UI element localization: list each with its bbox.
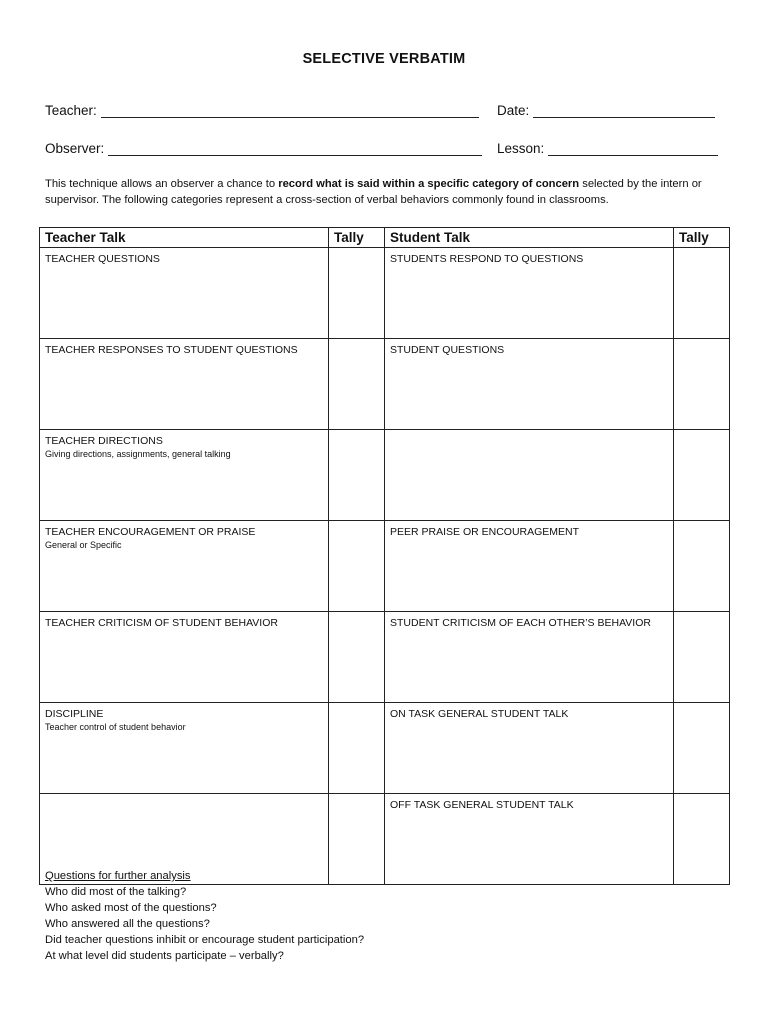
teacher-category-title: DISCIPLINE bbox=[45, 708, 104, 720]
questions-heading: Questions for further analysis bbox=[45, 870, 191, 882]
teacher-category-title: TEACHER RESPONSES TO STUDENT QUESTIONS bbox=[45, 344, 298, 356]
student-category-cell[interactable] bbox=[385, 612, 674, 703]
verbatim-table bbox=[39, 227, 730, 885]
header-tally-student: Tally bbox=[674, 228, 730, 248]
student-tally-cell[interactable] bbox=[674, 612, 730, 703]
teacher-label: Teacher: bbox=[45, 103, 97, 118]
lesson-label: Lesson: bbox=[497, 141, 545, 156]
analysis-questions bbox=[45, 868, 364, 964]
student-category-cell[interactable] bbox=[385, 339, 674, 430]
teacher-category-cell[interactable] bbox=[40, 248, 329, 339]
table-header-row bbox=[40, 228, 730, 248]
teacher-category-cell[interactable] bbox=[40, 339, 329, 430]
table-row bbox=[40, 612, 730, 703]
student-category-title: ON TASK GENERAL STUDENT TALK bbox=[390, 708, 569, 720]
teacher-tally-cell[interactable] bbox=[329, 521, 385, 612]
student-category-title: PEER PRAISE OR ENCOURAGEMENT bbox=[390, 526, 580, 538]
student-tally-cell[interactable] bbox=[674, 430, 730, 521]
intro-text-bold: record what is said within a specific category of concern bbox=[278, 178, 580, 190]
table-row bbox=[40, 430, 730, 521]
teacher-tally-cell[interactable] bbox=[329, 703, 385, 794]
lesson-field[interactable] bbox=[548, 141, 718, 156]
student-tally-cell[interactable] bbox=[674, 703, 730, 794]
date-field[interactable] bbox=[533, 103, 715, 118]
question-item: Who did most of the talking? bbox=[45, 886, 187, 898]
teacher-category-title: TEACHER QUESTIONS bbox=[45, 253, 160, 265]
teacher-category-cell[interactable] bbox=[40, 430, 329, 521]
teacher-tally-cell[interactable] bbox=[329, 430, 385, 521]
teacher-category-subtitle: Giving directions, assignments, general talking bbox=[45, 449, 231, 459]
teacher-category-title: TEACHER ENCOURAGEMENT OR PRAISE bbox=[45, 526, 256, 538]
teacher-category-title: TEACHER CRITICISM OF STUDENT BEHAVIOR bbox=[45, 617, 278, 629]
student-category-title: STUDENTS RESPOND TO QUESTIONS bbox=[390, 253, 584, 265]
header-tally-teacher: Tally bbox=[329, 228, 385, 248]
table-row bbox=[40, 703, 730, 794]
header-student-talk: Student Talk bbox=[385, 228, 674, 248]
student-category-title: OFF TASK GENERAL STUDENT TALK bbox=[390, 799, 574, 811]
header-teacher-talk: Teacher Talk bbox=[40, 228, 329, 248]
student-category-cell[interactable] bbox=[385, 521, 674, 612]
date-label: Date: bbox=[497, 103, 530, 118]
teacher-category-title: TEACHER DIRECTIONS bbox=[45, 435, 163, 447]
intro-text-1: This technique allows an observer a chance to bbox=[45, 178, 279, 190]
student-category-cell[interactable] bbox=[385, 794, 674, 885]
observer-field-row bbox=[45, 136, 482, 156]
student-tally-cell[interactable] bbox=[674, 248, 730, 339]
teacher-category-subtitle: General or Specific bbox=[45, 540, 122, 550]
observer-field[interactable] bbox=[108, 141, 482, 156]
question-item: Who answered all the questions? bbox=[45, 918, 210, 930]
lesson-field-row bbox=[497, 136, 718, 156]
teacher-category-cell[interactable] bbox=[40, 521, 329, 612]
student-category-title: STUDENT CRITICISM OF EACH OTHER’S BEHAVIOR bbox=[390, 617, 651, 629]
teacher-tally-cell[interactable] bbox=[329, 248, 385, 339]
page-title: SELECTIVE VERBATIM bbox=[302, 51, 466, 67]
student-tally-cell[interactable] bbox=[674, 339, 730, 430]
teacher-category-cell[interactable] bbox=[40, 703, 329, 794]
question-item: Who asked most of the questions? bbox=[45, 902, 217, 914]
intro-text-2: selected by the intern or supervisor. The following categories represent a cross-section of verbal behaviors commonly found in classrooms. bbox=[45, 178, 702, 206]
teacher-field[interactable] bbox=[101, 103, 479, 118]
teacher-field-row bbox=[45, 98, 479, 118]
date-field-row bbox=[497, 98, 715, 118]
teacher-category-cell[interactable] bbox=[40, 612, 329, 703]
table-row bbox=[40, 339, 730, 430]
student-category-cell[interactable] bbox=[385, 430, 674, 521]
student-tally-cell[interactable] bbox=[674, 794, 730, 885]
student-category-cell[interactable] bbox=[385, 703, 674, 794]
table-row bbox=[40, 521, 730, 612]
student-category-title: STUDENT QUESTIONS bbox=[390, 344, 505, 356]
student-tally-cell[interactable] bbox=[674, 521, 730, 612]
question-item: At what level did students participate – verbally? bbox=[45, 950, 284, 962]
observer-label: Observer: bbox=[45, 141, 105, 156]
intro-paragraph bbox=[45, 176, 735, 208]
student-category-cell[interactable] bbox=[385, 248, 674, 339]
teacher-tally-cell[interactable] bbox=[329, 612, 385, 703]
table-row bbox=[40, 248, 730, 339]
teacher-tally-cell[interactable] bbox=[329, 339, 385, 430]
question-item: Did teacher questions inhibit or encourage student participation? bbox=[45, 934, 365, 946]
teacher-category-subtitle: Teacher control of student behavior bbox=[45, 722, 186, 732]
